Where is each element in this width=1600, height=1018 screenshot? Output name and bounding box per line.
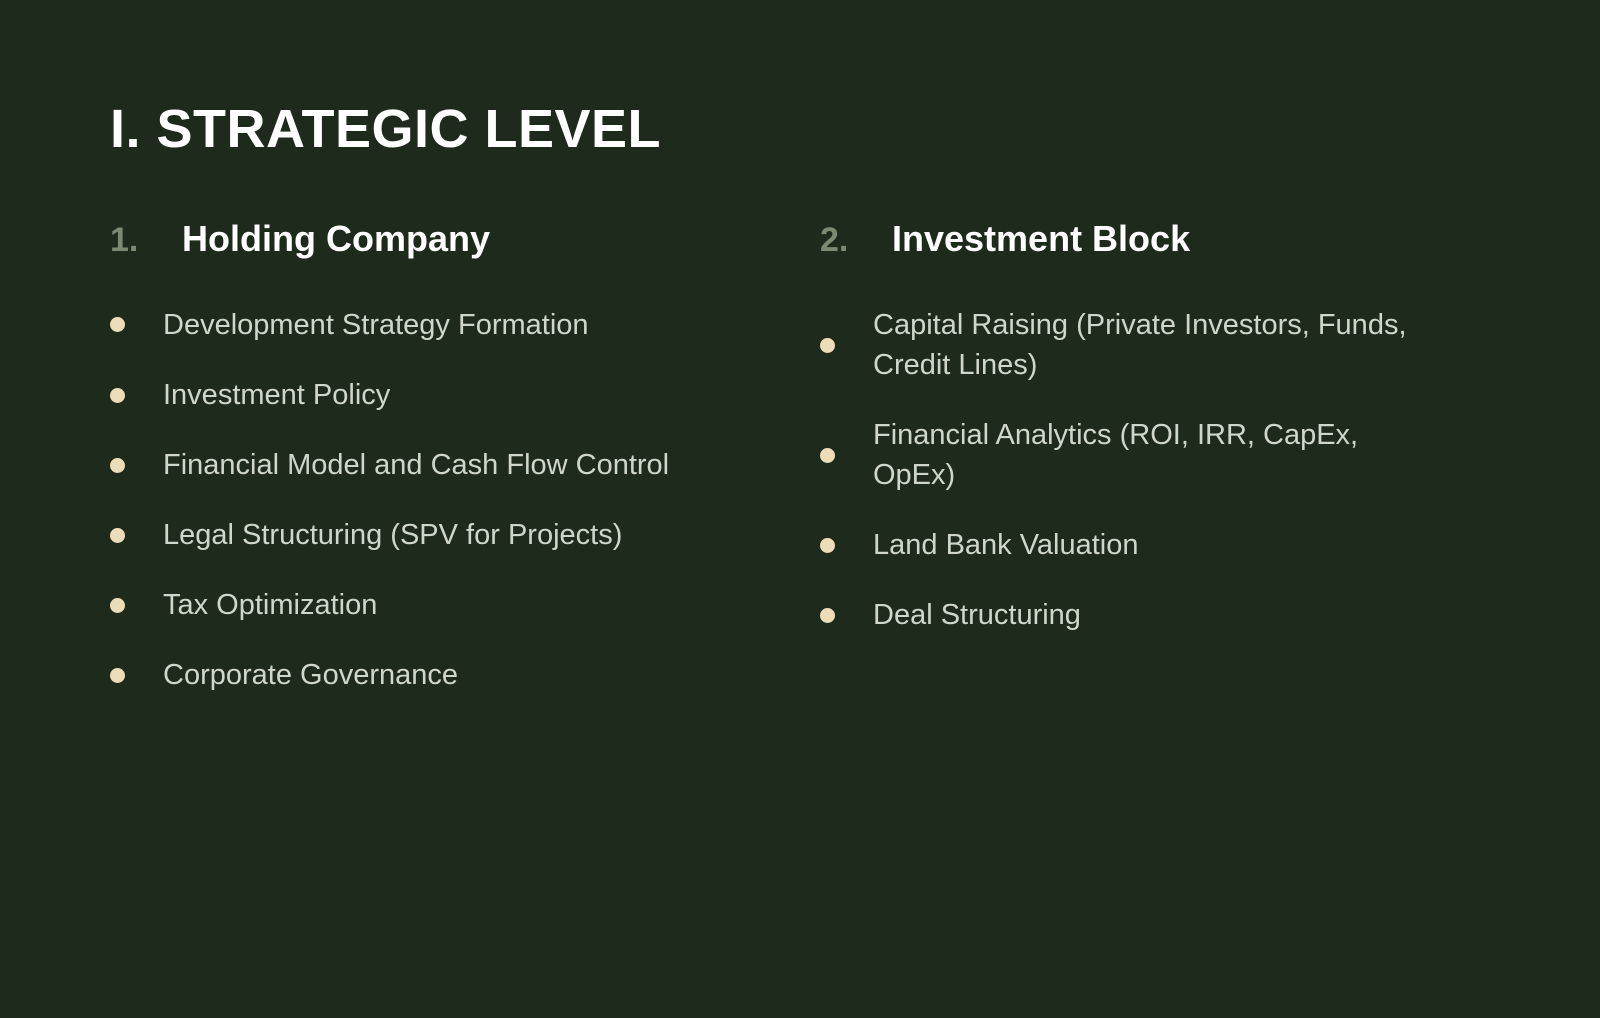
list-item-label: Investment Policy [163, 379, 391, 411]
bullet-dot-icon [820, 448, 835, 463]
list-item-label: Development Strategy Formation [163, 308, 589, 341]
bullet-list [110, 305, 710, 695]
list-item-label: Land Bank Valuation [873, 529, 1139, 562]
list-item-label: Capital Raising (Private Investors, Funds, Credit Lines) [873, 308, 1407, 381]
list-item-label: Legal Structuring (SPV for Projects) [163, 519, 623, 552]
list-item-label: Tax Optimization [163, 589, 378, 622]
list-item [820, 595, 1420, 635]
bullet-dot-icon [110, 388, 125, 403]
bullet-dot-icon [820, 608, 835, 623]
list-item [110, 585, 710, 625]
bullet-dot-icon [110, 458, 125, 473]
column-header [110, 219, 710, 259]
bullet-dot-icon [110, 317, 125, 332]
list-item [110, 375, 710, 415]
list-item [110, 515, 710, 555]
list-item-label: Financial Model and Cash Flow Control [163, 449, 670, 482]
page-title: I. STRATEGIC LEVEL [110, 99, 662, 159]
column-investment-block [820, 219, 1420, 665]
column-holding-company [110, 219, 710, 725]
list-item-label: Corporate Governance [163, 659, 458, 692]
bullet-dot-icon [110, 598, 125, 613]
column-title: Holding Company [182, 218, 490, 260]
list-item [110, 445, 710, 485]
column-header [820, 219, 1420, 259]
list-item-label: Deal Structuring [873, 599, 1081, 632]
bullet-dot-icon [110, 528, 125, 543]
list-item [820, 415, 1420, 495]
column-number: 2. [820, 221, 849, 260]
list-item [110, 305, 710, 345]
list-item [110, 655, 710, 695]
bullet-list [820, 305, 1420, 635]
column-title: Investment Block [892, 218, 1191, 260]
list-item [820, 305, 1420, 385]
list-item [820, 525, 1420, 565]
columns-container [110, 219, 1490, 725]
bullet-dot-icon [820, 338, 835, 353]
bullet-dot-icon [820, 538, 835, 553]
list-item-label: Financial Analytics (ROI, IRR, CapEx, OpEx) [873, 419, 1359, 492]
bullet-dot-icon [110, 668, 125, 683]
column-number: 1. [110, 221, 139, 260]
